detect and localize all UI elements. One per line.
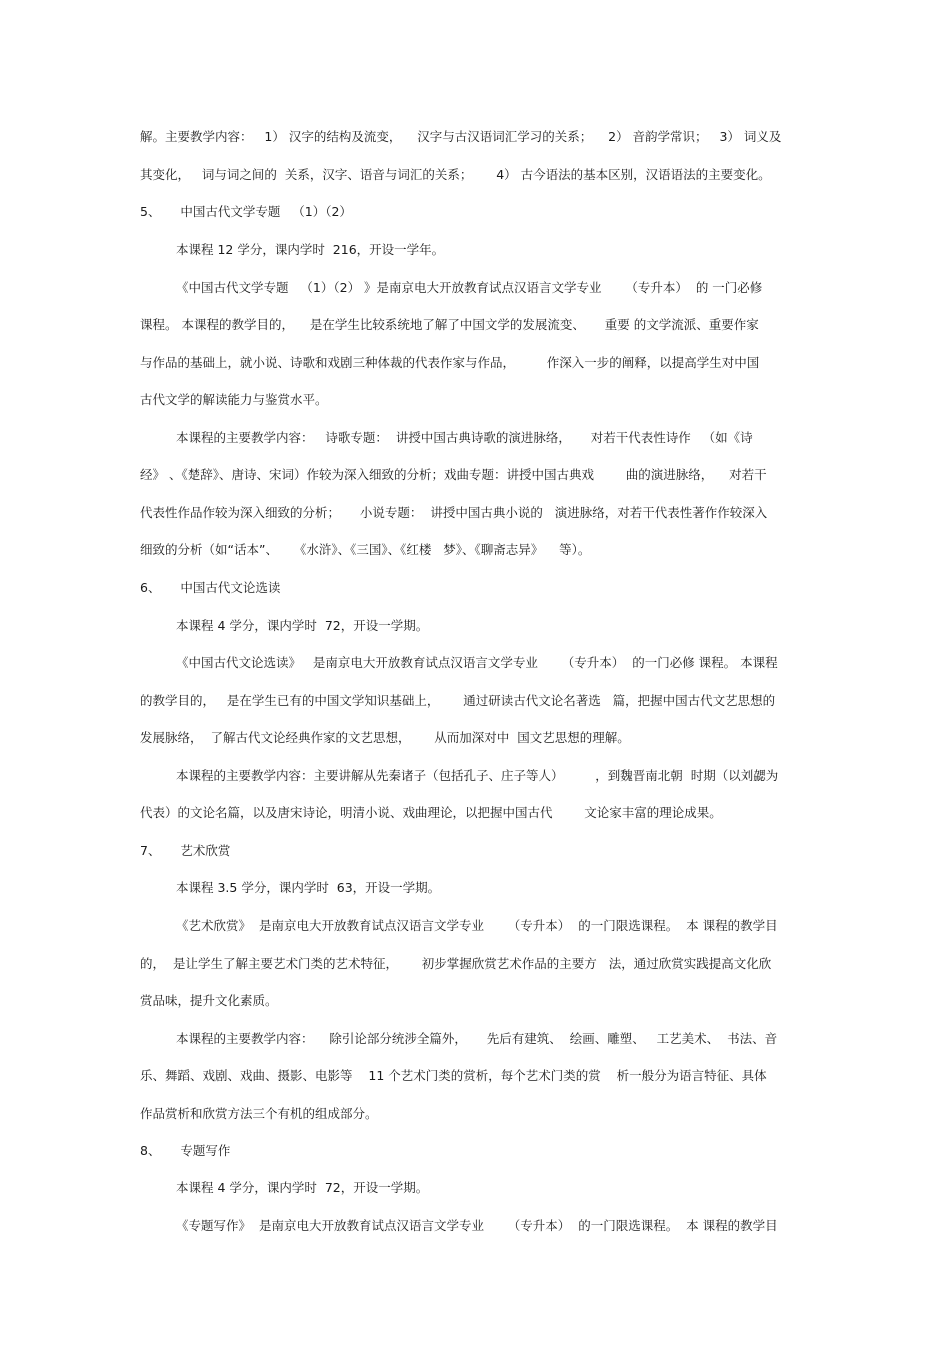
text-line: 的， 是让学生了解主要艺术门类的艺术特征， 初步掌握欣赏艺术作品的主要方 法，通过欣赏实践提高文化欣 <box>140 956 772 971</box>
text-line: 古代文学的解读能力与鉴赏水平。 <box>140 392 328 407</box>
text-line: 《艺术欣赏》 是南京电大开放教育试点汉语言文学专业 （专升本） 的一门限选课程。 本 课程的教学目 <box>176 918 778 933</box>
text-line: 本课程的主要教学内容： 除引论部分统涉全篇外， 先后有建筑、 绘画、雕塑、 工艺美术、 书法、音 <box>176 1031 778 1046</box>
text-line: 代表性作品作较为深入细致的分析； 小说专题： 讲授中国古典小说的 演进脉络，对若干代表性著作作较深入 <box>140 505 768 520</box>
text-line: 本课程 4 学分，课内学时 72，开设一学期。 <box>176 618 429 633</box>
text-line: 发展脉络， 了解古代文论经典作家的文艺思想， 从而加深对中 国文艺思想的理解。 <box>140 730 630 745</box>
text-line: 《中国古代文学专题 （1）（2） 》是南京电大开放教育试点汉语言文学专业 （专升本） 的 一门必修 <box>176 280 763 295</box>
text-line: 作品赏析和欣赏方法三个有机的组成部分。 <box>140 1106 378 1121</box>
text-line: 代表）的文论名篇，以及唐宋诗论，明清小说、戏曲理论，以把握中国古代 文论家丰富的理论成果。 <box>140 805 722 820</box>
text-line: 赏品味，提升文化素质。 <box>140 993 278 1008</box>
text-line: 《中国古代文论选读》 是南京电大开放教育试点汉语言文学专业 （专升本） 的一门必修 课程。 本课程 <box>176 655 778 670</box>
text-line: 解。主要教学内容： 1） 汉字的结构及流变， 汉字与古汉语词汇学习的关系； 2） 音韵学常识； 3） 词义及 <box>140 129 782 144</box>
section-heading: 6、 中国古代文论选读 <box>140 580 281 595</box>
text-line: 的教学目的， 是在学生已有的中国文学知识基础上， 通过研读古代文论名著选 篇，把握中国古代文艺思想的 <box>140 693 776 708</box>
text-line: 《专题写作》 是南京电大开放教育试点汉语言文学专业 （专升本） 的一门限选课程。 本 课程的教学目 <box>176 1218 778 1233</box>
text-line: 其变化， 词与词之间的 关系，汉字、语音与词汇的关系； 4） 古今语法的基本区别，汉语语法的主要变化。 <box>140 167 771 182</box>
text-line: 乐、舞蹈、戏剧、戏曲、摄影、电影等 11 个艺术门类的赏析，每个艺术门类的赏 析一般分为语言特征、具体 <box>140 1068 767 1083</box>
text-line: 经》 、《楚辞》、唐诗、宋词）作较为深入细致的分析；戏曲专题：讲授中国古典戏 曲的演进脉络， 对若干 <box>140 467 767 482</box>
section-heading: 5、 中国古代文学专题 （1）（2） <box>140 204 352 219</box>
text-line: 本课程的主要教学内容： 诗歌专题： 讲授中国古典诗歌的演进脉络， 对若干代表性诗作 （如《诗 <box>176 430 753 445</box>
text-line: 本课程 12 学分，课内学时 216，开设一学年。 <box>176 242 445 257</box>
text-line: 课程。 本课程的教学目的， 是在学生比较系统地了解了中国文学的发展流变、 重要 的文学流派、重要作家 <box>140 317 759 332</box>
section-heading: 7、 艺术欣赏 <box>140 843 231 858</box>
text-line: 本课程的主要教学内容：主要讲解从先秦诸子（包括孔子、庄子等人） ，到魏晋南北朝 时期（以刘勰为 <box>176 768 779 783</box>
text-line: 本课程 3.5 学分，课内学时 63，开设一学期。 <box>176 880 441 895</box>
text-line: 细致的分析（如“话本”、 《水浒》、《三国》、《红楼 梦》、《聊斋志异》 等）。 <box>140 542 591 557</box>
section-heading: 8、 专题写作 <box>140 1143 231 1158</box>
text-line: 本课程 4 学分，课内学时 72，开设一学期。 <box>176 1180 429 1195</box>
text-line: 与作品的基础上，就小说、诗歌和戏剧三种体裁的代表作家与作品， 作深入一步的阐释，以提高学生对中国 <box>140 355 760 370</box>
